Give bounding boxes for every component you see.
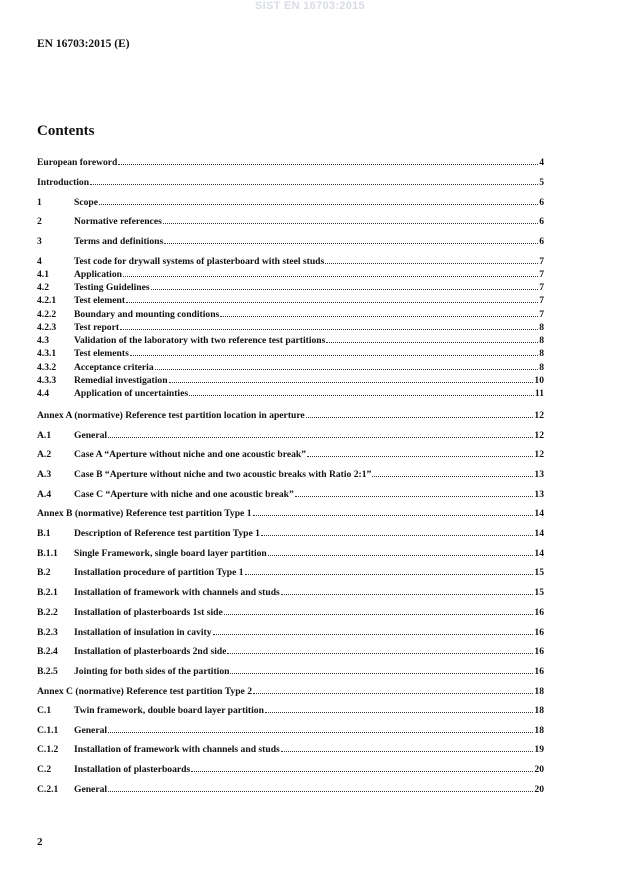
toc-entry-page: 15 <box>534 567 544 578</box>
toc-entry[interactable] <box>37 508 544 520</box>
toc-entry-number: B.2.5 <box>37 666 58 677</box>
toc-leader-dots <box>325 263 538 264</box>
toc-entry[interactable] <box>37 607 544 619</box>
toc-entry-title: Terms and definitions <box>74 236 164 247</box>
toc-entry-page: 16 <box>534 666 544 677</box>
toc-entry-number: 4.3 <box>37 335 49 346</box>
toc-entry-title: Testing Guidelines <box>74 282 150 293</box>
toc-entry-number: 4.2.1 <box>37 295 57 306</box>
toc-entry-title: Normative references <box>74 216 162 227</box>
toc-entry[interactable] <box>37 764 544 776</box>
toc-entry-title: Acceptance criteria <box>74 362 154 373</box>
toc-entry-title: Test report <box>74 322 120 333</box>
toc-leader-dots <box>189 395 534 396</box>
toc-entry[interactable] <box>37 646 544 658</box>
toc-entry[interactable] <box>37 282 544 294</box>
toc-leader-dots <box>265 712 533 713</box>
toc-entry-title: Single Framework, single board layer partition <box>74 548 267 559</box>
toc-entry-title: General <box>74 784 108 795</box>
toc-leader-dots <box>295 496 534 497</box>
toc-entry[interactable] <box>37 449 544 461</box>
toc-entry-page: 7 <box>539 282 544 293</box>
toc-entry-page: 6 <box>539 236 544 247</box>
toc-leader-dots <box>227 653 533 654</box>
toc-entry[interactable] <box>37 322 544 334</box>
toc-entry-number: 4 <box>37 256 42 267</box>
toc-entry[interactable] <box>37 587 544 599</box>
toc-entry-page: 15 <box>534 587 544 598</box>
page-number: 2 <box>37 836 43 848</box>
toc-entry-title: Remedial investigation <box>74 375 168 386</box>
toc-entry[interactable] <box>37 309 544 321</box>
toc-leader-dots <box>108 791 533 792</box>
toc-entry-number: 4.3.1 <box>37 348 57 359</box>
toc-entry-title: Introduction <box>37 177 90 188</box>
toc-entry-title: Jointing for both sides of the partition <box>74 666 230 677</box>
toc-entry-number: 1 <box>37 197 42 208</box>
toc-entry-page: 8 <box>539 362 544 373</box>
toc-entry-page: 7 <box>539 309 544 320</box>
toc-entry-title: Annex A (normative) Reference test partition location in aperture <box>37 410 305 421</box>
toc-entry-title: General <box>74 725 108 736</box>
toc-leader-dots <box>307 456 533 457</box>
toc-entry-title: Application <box>74 269 122 280</box>
toc-entry-title: Installation of plasterboards <box>74 764 191 775</box>
toc-entry-page: 12 <box>534 449 544 460</box>
toc-leader-dots <box>220 316 538 317</box>
toc-entry-title: Installation of plasterboards 1st side <box>74 607 223 618</box>
toc-entry-number: 2 <box>37 216 42 227</box>
toc-entry-number: 4.4 <box>37 388 49 399</box>
toc-entry-number: 4.3.3 <box>37 375 57 386</box>
toc-entry-page: 13 <box>534 469 544 480</box>
toc-leader-dots <box>245 574 534 575</box>
toc-entry-title: Installation of insulation in cavity <box>74 627 212 638</box>
toc-entry-page: 8 <box>539 335 544 346</box>
toc-entry-number: B.2.4 <box>37 646 58 657</box>
toc-entry-page: 4 <box>539 157 544 168</box>
toc-leader-dots <box>268 555 534 556</box>
toc-entry-page: 14 <box>534 548 544 559</box>
toc-entry-title: Test code for drywall systems of plasterboard with steel studs <box>74 256 325 267</box>
toc-entry[interactable] <box>37 430 544 442</box>
toc-entry-page: 16 <box>534 607 544 618</box>
toc-leader-dots <box>169 382 534 383</box>
toc-leader-dots <box>99 204 538 205</box>
toc-entry-title: Boundary and mounting conditions <box>74 309 220 320</box>
toc-entry-title: Annex C (normative) Reference test partition Type 2 <box>37 686 253 697</box>
toc-entry-title: Annex B (normative) Reference test partition Type 1 <box>37 508 252 519</box>
toc-entry[interactable] <box>37 362 544 374</box>
toc-entry-number: 3 <box>37 236 42 247</box>
toc-entry-number: A.2 <box>37 449 52 460</box>
toc-leader-dots <box>230 673 533 674</box>
toc-entry-title: Test elements <box>74 348 129 359</box>
toc-entry[interactable] <box>37 295 544 307</box>
toc-leader-dots <box>253 693 533 694</box>
toc-entry-title: Installation of plasterboards 2nd side <box>74 646 227 657</box>
toc-entry-page: 18 <box>534 705 544 716</box>
toc-entry-page: 20 <box>534 784 544 795</box>
toc-entry-number: 4.2 <box>37 282 49 293</box>
toc-leader-dots <box>191 771 533 772</box>
toc-leader-dots <box>261 535 533 536</box>
toc-entry-page: 7 <box>539 269 544 280</box>
toc-entry-page: 18 <box>534 686 544 697</box>
toc-entry-page: 11 <box>534 388 544 399</box>
toc-entry-title: Description of Reference test partition Type 1 <box>74 528 260 539</box>
toc-entry[interactable] <box>37 375 544 387</box>
toc-entry-page: 10 <box>534 375 544 386</box>
toc-leader-dots <box>90 184 538 185</box>
toc-entry[interactable] <box>37 528 544 540</box>
toc-entry-page: 19 <box>534 744 544 755</box>
toc-entry[interactable] <box>37 157 544 169</box>
toc-entry-number: C.1.1 <box>37 725 59 736</box>
toc-entry[interactable] <box>37 269 544 281</box>
toc-entry-number: C.1 <box>37 705 52 716</box>
toc-entry-title: General <box>74 430 108 441</box>
toc-leader-dots <box>151 289 539 290</box>
toc-entry-number: B.1.1 <box>37 548 58 559</box>
toc-entry[interactable] <box>37 236 544 248</box>
toc-entry-page: 6 <box>539 216 544 227</box>
toc-entry[interactable] <box>37 197 544 209</box>
toc-entry[interactable] <box>37 567 544 579</box>
toc-entry-page: 5 <box>539 177 544 188</box>
toc-leader-dots <box>118 164 538 165</box>
toc-leader-dots <box>108 437 533 438</box>
toc-leader-dots <box>306 417 534 418</box>
toc-entry-number: B.2.1 <box>37 587 58 598</box>
toc-entry-number: A.4 <box>37 489 52 500</box>
toc-leader-dots <box>224 614 534 615</box>
toc-leader-dots <box>326 342 538 343</box>
toc-entry-page: 16 <box>534 646 544 657</box>
toc-entry-number: A.1 <box>37 430 52 441</box>
toc-entry[interactable] <box>37 216 544 228</box>
toc-entry-number: A.3 <box>37 469 52 480</box>
toc-entry[interactable] <box>37 335 544 347</box>
toc-leader-dots <box>163 223 538 224</box>
toc-entry-title: Installation procedure of partition Type 1 <box>74 567 244 578</box>
toc-entry-title: European foreword <box>37 157 118 168</box>
toc-leader-dots <box>155 369 539 370</box>
toc-entry[interactable] <box>37 666 544 678</box>
toc-entry-title: Twin framework, double board layer partition <box>74 705 264 716</box>
toc-entry-number: B.2 <box>37 567 51 578</box>
toc-entry-number: 4.3.2 <box>37 362 57 373</box>
document-id: EN 16703:2015 (E) <box>37 38 130 50</box>
toc-entry-page: 14 <box>534 508 544 519</box>
toc-entry[interactable] <box>37 388 544 400</box>
toc-entry-number: B.1 <box>37 528 51 539</box>
toc-entry-title: Case C “Aperture with niche and one acoustic break” <box>74 489 294 500</box>
toc-entry-page: 6 <box>539 197 544 208</box>
toc-entry-page: 20 <box>534 764 544 775</box>
toc-entry-title: Validation of the laboratory with two reference test partitions <box>74 335 326 346</box>
toc-entry-number: C.2 <box>37 764 52 775</box>
toc-entry-title: Installation of framework with channels and studs <box>74 744 280 755</box>
toc-entry[interactable] <box>37 725 544 737</box>
toc-entry-number: 4.2.2 <box>37 309 57 320</box>
toc-entry[interactable] <box>37 177 544 189</box>
toc-entry[interactable] <box>37 548 544 560</box>
toc-entry[interactable] <box>37 256 544 268</box>
toc-entry-title: Case B “Aperture without niche and two acoustic breaks with Ratio 2:1” <box>74 469 372 480</box>
toc-leader-dots <box>164 243 538 244</box>
toc-entry-title: Application of uncertainties <box>74 388 189 399</box>
toc-entry-page: 12 <box>534 410 544 421</box>
toc-leader-dots <box>281 594 534 595</box>
toc-entry[interactable] <box>37 744 544 756</box>
toc-entry[interactable] <box>37 489 544 501</box>
toc-leader-dots <box>108 732 533 733</box>
toc-leader-dots <box>130 355 538 356</box>
toc-entry-number: 4.2.3 <box>37 322 57 333</box>
toc-leader-dots <box>253 515 534 516</box>
toc-leader-dots <box>372 476 533 477</box>
toc-entry-page: 16 <box>534 627 544 638</box>
toc-entry-page: 14 <box>534 528 544 539</box>
toc-entry-page: 8 <box>539 322 544 333</box>
toc-entry[interactable] <box>37 784 544 796</box>
toc-leader-dots <box>213 634 534 635</box>
toc-entry-page: 12 <box>534 430 544 441</box>
toc-entry-title: Test element <box>74 295 126 306</box>
toc-entry[interactable] <box>37 410 544 422</box>
page-title: Contents <box>37 123 95 139</box>
toc-entry[interactable] <box>37 348 544 360</box>
toc-entry-page: 8 <box>539 348 544 359</box>
toc-entry[interactable] <box>37 627 544 639</box>
toc-entry[interactable] <box>37 469 544 481</box>
watermark-text: SIST EN 16703:2015 <box>255 0 365 12</box>
toc-entry-title: Installation of framework with channels and studs <box>74 587 280 598</box>
toc-entry-page: 7 <box>539 256 544 267</box>
toc-leader-dots <box>123 276 538 277</box>
toc-leader-dots <box>120 329 538 330</box>
toc-entry-number: B.2.3 <box>37 627 58 638</box>
toc-entry[interactable] <box>37 686 544 698</box>
toc-leader-dots <box>281 751 534 752</box>
toc-entry-page: 18 <box>534 725 544 736</box>
toc-leader-dots <box>126 302 538 303</box>
toc-entry[interactable] <box>37 705 544 717</box>
toc-entry-number: C.1.2 <box>37 744 59 755</box>
toc-entry-page: 13 <box>534 489 544 500</box>
toc-entry-number: C.2.1 <box>37 784 59 795</box>
toc-entry-page: 7 <box>539 295 544 306</box>
toc-entry-number: 4.1 <box>37 269 49 280</box>
toc-entry-title: Scope <box>74 197 98 208</box>
toc-entry-title: Case A “Aperture without niche and one acoustic break” <box>74 449 307 460</box>
toc-entry-number: B.2.2 <box>37 607 58 618</box>
